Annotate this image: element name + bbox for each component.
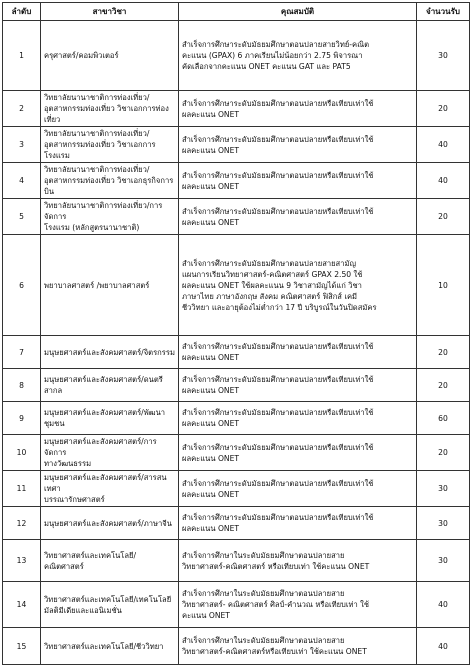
qualification-line: วิทยาศาสตร์-คณิตศาสตร์ หรือเทียบเท่า ใช้คะแนน ONET [182,561,370,571]
seats-cell: 10 [417,235,470,336]
major-cell [41,336,179,369]
major-cell [41,402,179,435]
table-row [3,471,470,507]
seats-cell: 30 [417,471,470,507]
major-line: อุตสาหกรรมท่องเที่ยว วิชาเอกการโรงแรม [44,140,156,160]
major-cell [41,471,179,507]
major-cell [41,540,179,582]
major-line: มนุษยศาสตร์และสังคมศาสตร์/พัฒนาชุมชน [44,408,166,428]
row-number: 10 [3,435,41,471]
table-row [3,336,470,369]
qualification-line: สำเร็จการศึกษาระดับมัธยมศึกษาตอนปลายหรือเทียบเท่าใช้ [182,170,374,180]
major-line: วิทยาลัยนานาชาติการท่องเที่ยว/ [44,129,150,138]
seats-cell: 20 [417,336,470,369]
row-number: 6 [3,235,41,336]
seats-cell: 20 [417,199,470,235]
table-row [3,199,470,235]
table-row [3,21,470,91]
qualification-line: สำเร็จการศึกษาระดับมัธยมศึกษาตอนปลายหรือเทียบเท่าใช้ [182,134,374,144]
qualification-line: ภาษาไทย ภาษาอังกฤษ สังคม คณิตศาสตร์ ฟิสิกส์ เคมี [182,291,358,301]
major-line: บรรณารักษศาสตร์ [44,495,105,504]
major-cell [41,163,179,199]
row-number: 9 [3,402,41,435]
major-cell [41,582,179,628]
qualification-line: คัดเลือกจากคะแนน ONET คะแนน GAT และ PAT5 [182,62,351,71]
qualification-line: ชีววิทยา และอายุต้องไม่ต่ำกว่า 17 ปี บริบูรณ์ในวันปิดสมัคร [182,302,377,312]
qualification-line: วิทยาศาสตร์- คณิตศาสตร์ ศิลป์-คำนวณ หรือเทียบเท่า ใช้ [182,600,370,609]
table-row [3,163,470,199]
row-number: 3 [3,127,41,163]
qualification-cell [179,435,417,471]
qualification-line: ผลคะแนน ONET [182,489,240,499]
qualification-line: สำเร็จการศึกษาในระดับมัธยมศึกษาตอนปลายสาย [182,589,345,598]
major-line: อุตสาหกรรมท่องเที่ยว วิชาเอกการท่องเที่ยว [44,104,169,124]
qualification-line: สำเร็จการศึกษาในระดับมัธยมศึกษาตอนปลายสาย [182,550,345,560]
major-cell [41,91,179,127]
qualification-line: คะแนน (GPAX) 6 ภาคเรียนไม่น้อยกว่า 2.75 พิจารณา [182,51,363,60]
major-line: ครุศาสตร์/คอมพิวเตอร์ [44,51,119,60]
qualification-cell [179,540,417,582]
table-row [3,402,470,435]
row-number: 7 [3,336,41,369]
qualification-line: คะแนน ONET [182,611,230,620]
table-header-row [3,3,470,21]
qualification-cell [179,127,417,163]
row-number: 12 [3,507,41,540]
qualification-cell [179,628,417,665]
qualification-line: ผลคะแนน ONET [182,145,240,155]
major-cell [41,127,179,163]
major-line: วิทยาศาสตร์และเทคโนโลยี/ชีววิทยา [44,641,164,651]
qualification-line: แผนการเรียนวิทยาศาสตร์-คณิตศาสตร์ GPAX 2.50 ใช้ [182,269,363,279]
major-line: วิทยาลัยนานาชาติการท่องเที่ยว/ [44,93,150,102]
qualification-line: สำเร็จการศึกษาระดับมัธยมศึกษาตอนปลายหรือเทียบเท่าใช้ [182,442,374,452]
row-number: 5 [3,199,41,235]
qualification-line: ผลคะแนน ONET [182,524,240,533]
header-qualification: คุณสมบัติ [179,3,417,21]
seats-cell: 20 [417,91,470,127]
qualification-cell [179,471,417,507]
table-row [3,435,470,471]
qualification-line: สำเร็จการศึกษาระดับมัธยมศึกษาตอนปลายหรือเทียบเท่าใช้ [182,478,374,488]
major-line: มนุษยศาสตร์และสังคมศาสตร์/สารสนเทศา [44,473,167,493]
qualification-cell [179,507,417,540]
major-line: มนุษยศาสตร์และสังคมศาสตร์/ดนตรีสากล [44,375,163,395]
seats-cell: 40 [417,582,470,628]
seats-cell: 40 [417,127,470,163]
major-line: มนุษยศาสตร์และสังคมศาสตร์/ภาษาจีน [44,518,172,528]
major-cell [41,369,179,402]
seats-cell: 20 [417,435,470,471]
admission-table [2,2,470,665]
seats-cell: 40 [417,163,470,199]
qualification-cell [179,235,417,336]
major-line: มนุษยศาสตร์และสังคมศาสตร์/การจัดการ [44,437,157,457]
major-line: โรงแรม (หลักสูตรนานาชาติ) [44,223,140,232]
row-number: 2 [3,91,41,127]
table-body [3,21,470,665]
seats-cell: 30 [417,507,470,540]
row-number: 15 [3,628,41,665]
qualification-cell [179,163,417,199]
qualification-line: สำเร็จการศึกษาระดับมัธยมศึกษาตอนปลายสายวิทย์-คณิต [182,40,370,49]
major-line: วิทยาลัยนานาชาติการท่องเที่ยว/การจัดการ [44,201,163,221]
qualification-cell [179,21,417,91]
seats-cell: 30 [417,540,470,582]
qualification-line: ผลคะแนน ONET [182,419,240,428]
qualification-cell [179,402,417,435]
row-number: 14 [3,582,41,628]
qualification-line: ผลคะแนน ONET [182,453,240,463]
table-row [3,507,470,540]
qualification-line: สำเร็จการศึกษาระดับมัธยมศึกษาตอนปลายหรือเทียบเท่าใช้ [182,98,374,108]
table-row [3,127,470,163]
table-row [3,540,470,582]
seats-cell: 20 [417,369,470,402]
qualification-line: สำเร็จการศึกษาระดับมัธยมศึกษาตอนปลายหรือเทียบเท่าใช้ [182,408,374,417]
qualification-line: ผลคะแนน ONET [182,386,240,395]
table-row [3,91,470,127]
qualification-line: สำเร็จการศึกษาระดับมัธยมศึกษาตอนปลายหรือเทียบเท่าใช้ [182,375,374,384]
major-line: วิทยาศาสตร์และเทคโนโลยี/เทคโนโลยี [44,594,172,604]
row-number: 11 [3,471,41,507]
major-line: มัลติมีเดียและแอนิเมชั่น [44,605,122,615]
header-major: สาขาวิชา [41,3,179,21]
qualification-line: ผลคะแนน ONET [182,217,240,227]
major-cell [41,235,179,336]
major-cell [41,507,179,540]
major-cell [41,21,179,91]
qualification-line: สำเร็จการศึกษาระดับมัธยมศึกษาตอนปลายสายสามัญ [182,258,356,268]
major-cell [41,435,179,471]
seats-cell: 30 [417,21,470,91]
major-line: มนุษยศาสตร์และสังคมศาสตร์/จิตรกรรม [44,347,175,357]
header-no: ลำดับ [3,3,41,21]
major-line: พยาบาลศาสตร์ /พยาบาลศาสตร์ [44,280,150,290]
qualification-line: สำเร็จการศึกษาระดับมัธยมศึกษาตอนปลายหรือเทียบเท่าใช้ [182,342,374,351]
qualification-cell [179,336,417,369]
major-line: วิทยาศาสตร์และเทคโนโลยี/คณิตศาสตร์ [44,550,137,571]
row-number: 4 [3,163,41,199]
major-line: วิทยาลัยนานาชาติการท่องเที่ยว/ [44,165,150,174]
qualification-line: สำเร็จการศึกษาในระดับมัธยมศึกษาตอนปลายสาย [182,636,345,645]
major-line: ทางวัฒนธรรม [44,459,92,468]
qualification-line: ผลคะแนน ONET [182,181,240,191]
header-seats: จำนวนรับ [417,3,470,21]
qualification-line: สำเร็จการศึกษาระดับมัธยมศึกษาตอนปลายหรือเทียบเท่าใช้ [182,206,374,216]
seats-cell: 40 [417,628,470,665]
table-row [3,235,470,336]
qualification-cell [179,91,417,127]
qualification-line: วิทยาศาสตร์-คณิตศาสตร์หรือเทียบเท่า ใช้คะแนน ONET [182,647,367,656]
qualification-line: สำเร็จการศึกษาระดับมัธยมศึกษาตอนปลายหรือเทียบเท่าใช้ [182,513,374,522]
qualification-line: ผลคะแนน ONET [182,109,240,119]
qualification-cell [179,369,417,402]
major-line: อุตสาหกรรมท่องเที่ยว วิชาเอกธุรกิจการบิน [44,176,174,196]
seats-cell: 60 [417,402,470,435]
qualification-line: ผลคะแนน ONET [182,353,240,362]
row-number: 8 [3,369,41,402]
table-row [3,582,470,628]
qualification-cell [179,582,417,628]
table-row [3,369,470,402]
row-number: 13 [3,540,41,582]
qualification-line: ผลคะแนน ONET ใช้ผลคะแนน 9 วิชาสามัญได้แก่ วิชา [182,280,362,290]
row-number: 1 [3,21,41,91]
table-row [3,628,470,665]
qualification-cell [179,199,417,235]
major-cell [41,628,179,665]
major-cell [41,199,179,235]
